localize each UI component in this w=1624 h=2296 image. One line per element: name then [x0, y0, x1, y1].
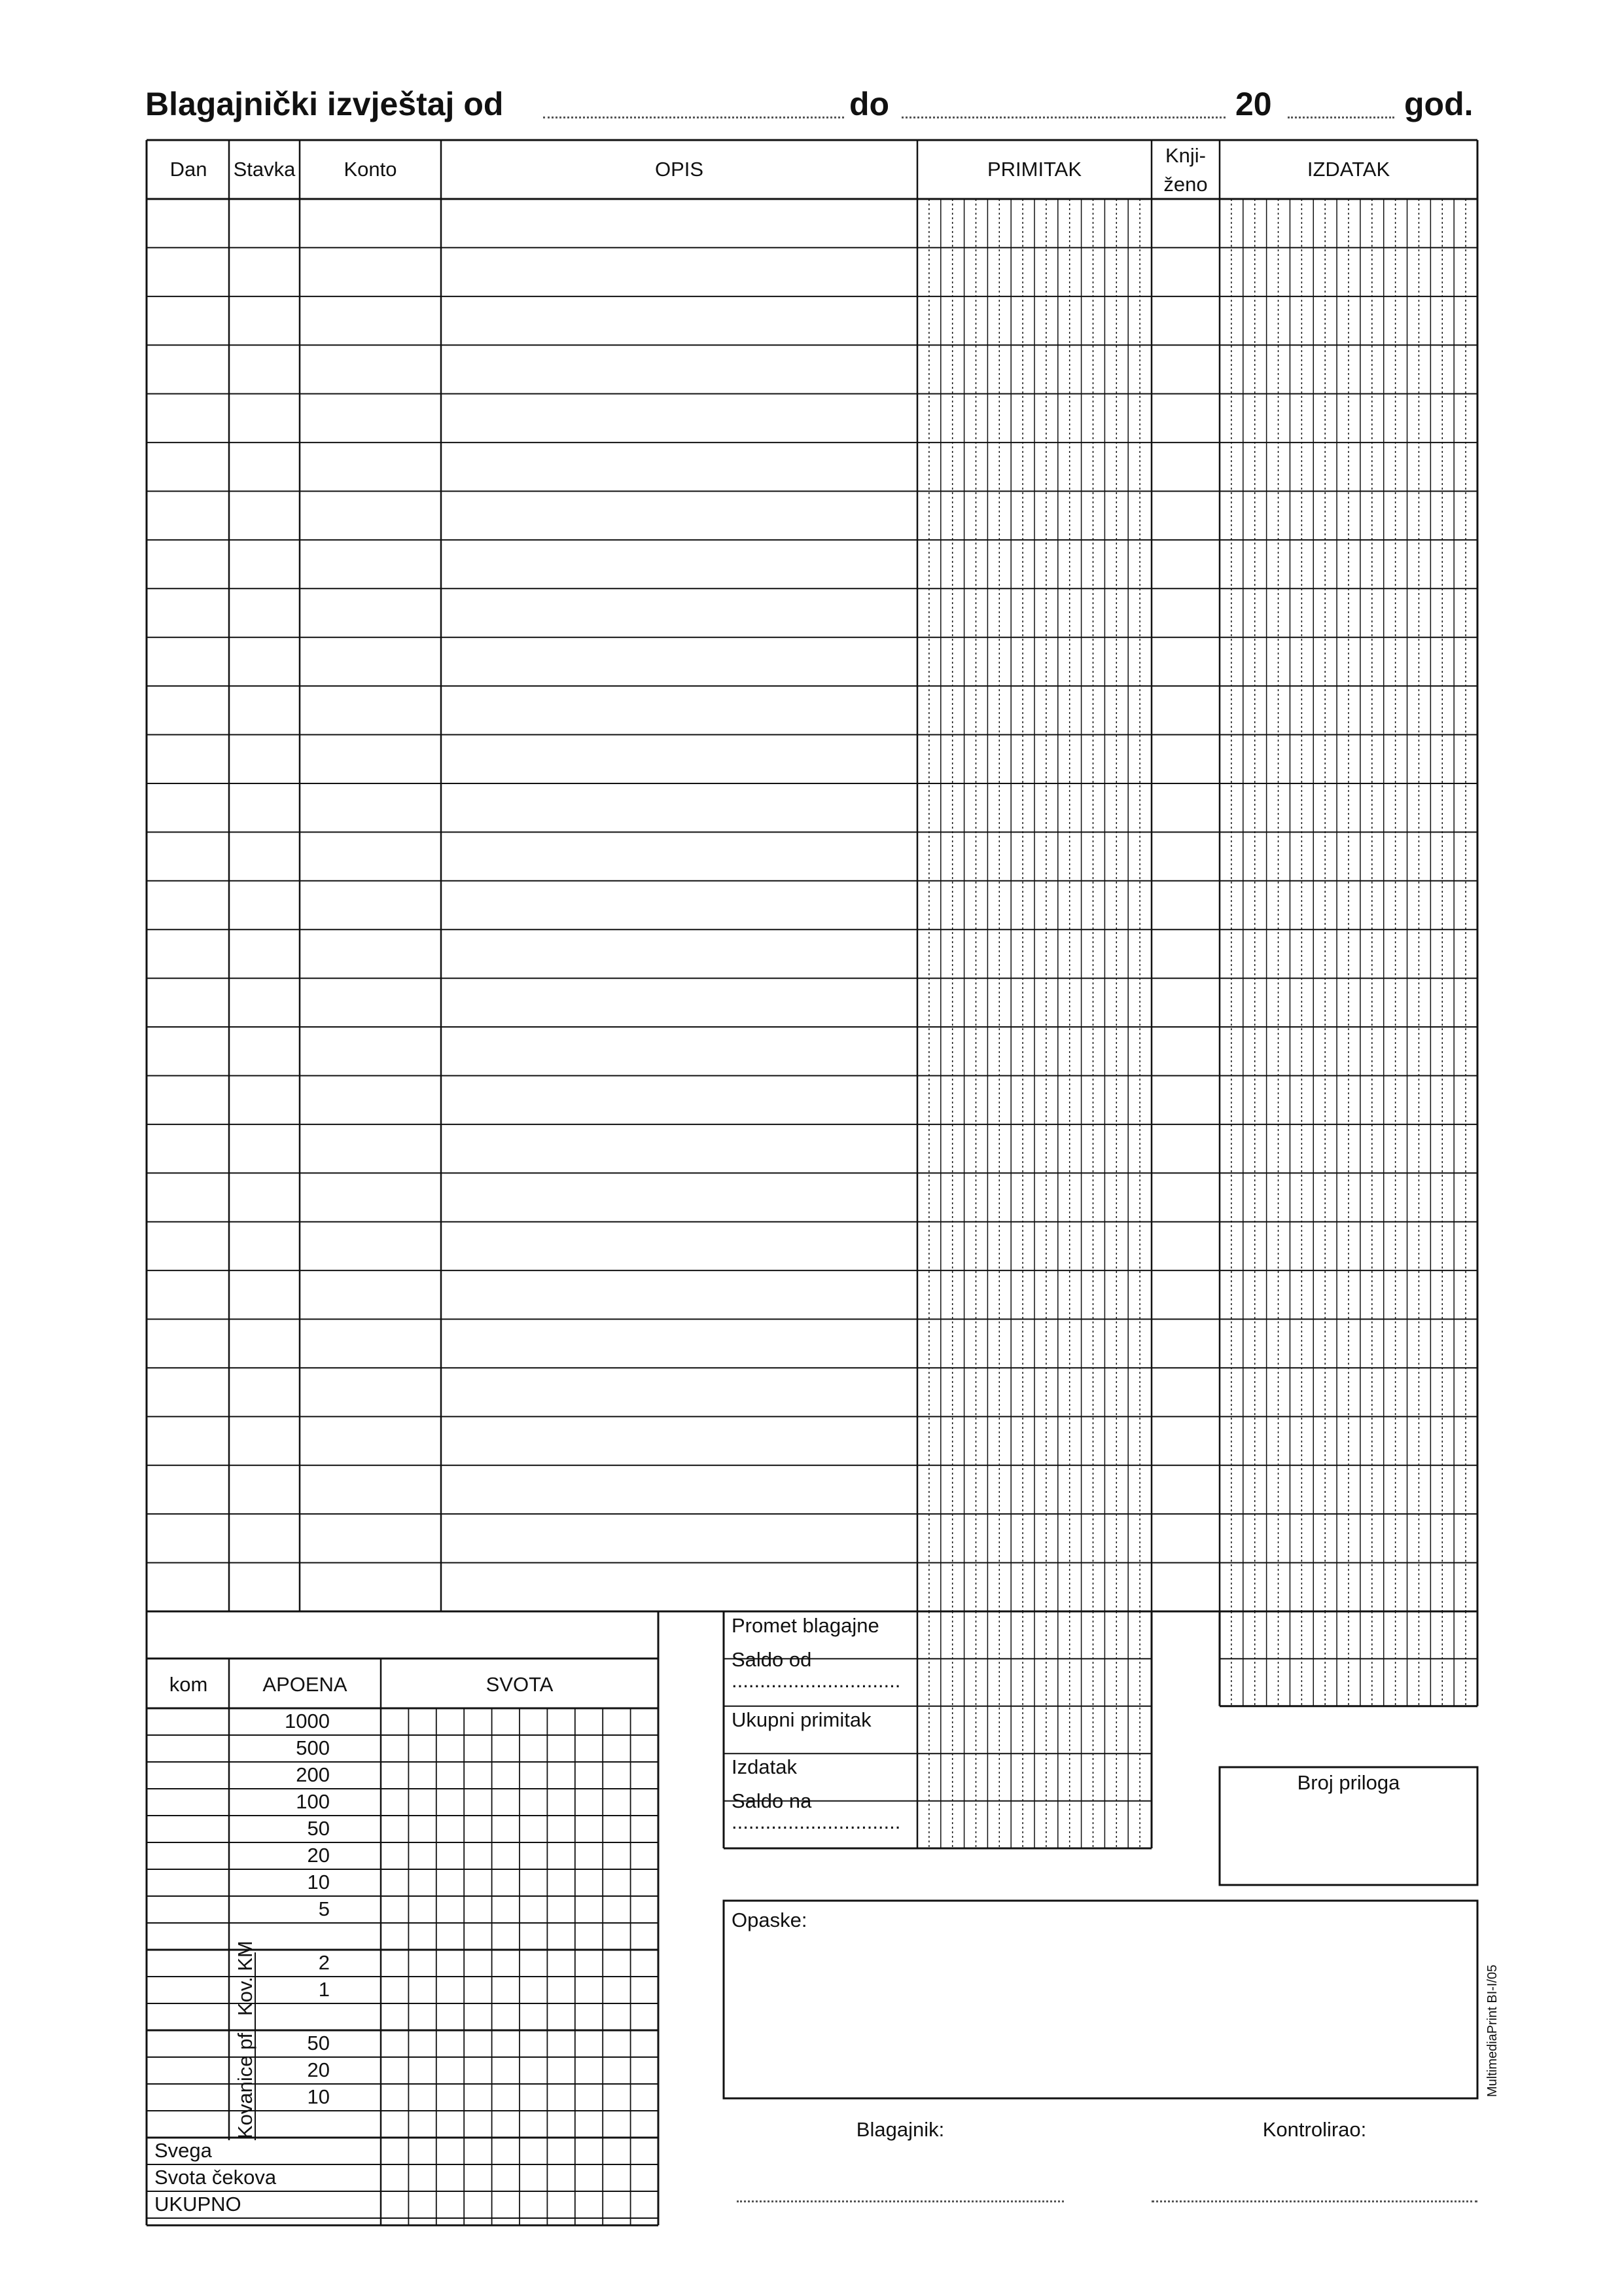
- denom-header-denomination: APOENA: [262, 1673, 347, 1696]
- header-description: OPIS: [654, 158, 704, 181]
- form-code: MultimediaPrint BI-I/05: [1485, 1964, 1500, 2097]
- remarks-field[interactable]: [728, 1937, 1474, 2094]
- denom-coin-pf: 50: [307, 2032, 330, 2054]
- denom-note: 20: [307, 1844, 330, 1867]
- controller-label: Kontrolirao:: [1262, 2118, 1367, 2141]
- summary-balance-from-label: Saldo od: [732, 1648, 812, 1671]
- summary-balance-to-label: Saldo na: [732, 1789, 812, 1812]
- cashier-signature-field[interactable]: [737, 2200, 1064, 2202]
- summary-turnover-label: Promet blagajne: [732, 1614, 879, 1637]
- denom-header-count: kom: [169, 1673, 208, 1696]
- total-grand-label: UKUPNO: [154, 2193, 241, 2215]
- remarks-label: Opaske:: [732, 1909, 807, 1931]
- attachments-field[interactable]: [1224, 1800, 1474, 1881]
- title-year-suffix: god.: [1404, 86, 1474, 122]
- denom-note: 5: [318, 1897, 330, 1920]
- summary-total-receipt-label: Ukupni primitak: [732, 1708, 872, 1731]
- header-expense: IZDATAK: [1307, 158, 1390, 181]
- cashier-label: Blagajnik:: [856, 2118, 945, 2141]
- denom-note: 200: [296, 1763, 330, 1786]
- coins-pf-label: Kovanice pf: [234, 2033, 256, 2139]
- denom-note: 50: [307, 1817, 330, 1840]
- denom-coin-km: 2: [318, 1951, 330, 1974]
- denom-note: 10: [307, 1871, 330, 1893]
- header-item: Stavka: [233, 158, 296, 181]
- denom-coin-pf: 20: [307, 2058, 330, 2081]
- denom-coin-km: 1: [318, 1978, 330, 2001]
- title-main: Blagajnički izvještaj od: [145, 86, 504, 122]
- header-receipt: PRIMITAK: [987, 158, 1082, 181]
- total-sum-label: Svega: [154, 2139, 212, 2162]
- denom-note: 500: [296, 1736, 330, 1759]
- summary-balance-from-dots[interactable]: ..............................: [732, 1669, 901, 1692]
- header-day: Dan: [169, 158, 207, 181]
- coins-km-label: Kov. KM: [234, 1941, 256, 2016]
- title-to: do: [849, 86, 890, 122]
- attachments-label: Broj priloga: [1297, 1771, 1400, 1794]
- denom-note: 1000: [285, 1710, 330, 1732]
- denom-note: 100: [296, 1790, 330, 1813]
- title-year-prefix: 20: [1235, 86, 1272, 122]
- summary-balance-to-dots[interactable]: ..............................: [732, 1810, 901, 1833]
- header-posted-line1: Knji-: [1165, 144, 1206, 167]
- header-posted-line2: ženo: [1163, 173, 1208, 196]
- header-account: Konto: [344, 158, 397, 181]
- denom-header-amount: SVOTA: [485, 1673, 554, 1696]
- denom-coin-pf: 10: [307, 2085, 330, 2108]
- controller-signature-field[interactable]: [1152, 2200, 1477, 2202]
- total-cheques-label: Svota čekova: [154, 2166, 277, 2189]
- summary-expense-label: Izdatak: [732, 1755, 797, 1778]
